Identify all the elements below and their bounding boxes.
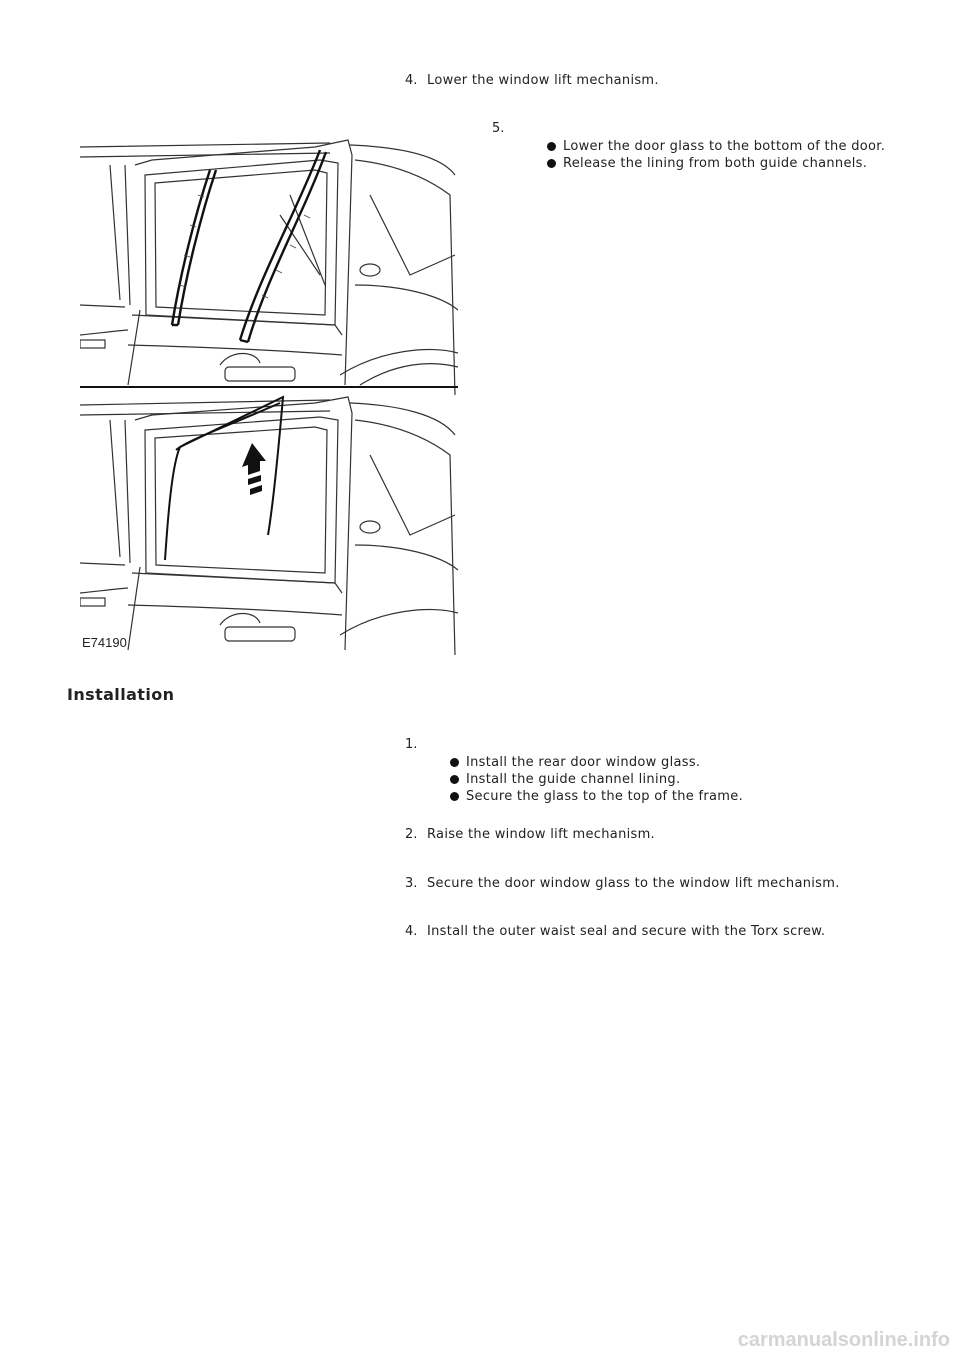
step-text: Lower the window lift mechanism. <box>427 73 659 88</box>
bullet-item: Release the lining from both guide channels. <box>547 155 885 172</box>
bullet-icon <box>450 758 459 767</box>
bullet-list <box>450 754 743 805</box>
step-number: 1. <box>405 737 418 752</box>
bullet-icon <box>547 159 556 168</box>
bullet-item: Secure the glass to the top of the frame. <box>450 788 743 805</box>
door-glass-illustration <box>80 135 458 655</box>
bullet-list <box>547 138 885 172</box>
figure-code: E74190 <box>82 635 127 650</box>
bullet-icon <box>547 142 556 151</box>
bullet-item: Install the guide channel lining. <box>450 771 743 788</box>
bullet-item: Install the rear door window glass. <box>450 754 743 771</box>
step-number: 2. <box>405 827 418 842</box>
step-text: Raise the window lift mechanism. <box>427 827 655 842</box>
step-text: Secure the door window glass to the window lift mechanism. <box>427 876 840 891</box>
step-number: 5. <box>492 121 505 136</box>
watermark: carmanualsonline.info <box>737 1329 950 1351</box>
step-number: 4. <box>405 924 418 939</box>
step-number: 3. <box>405 876 418 891</box>
section-heading: Installation <box>67 685 175 704</box>
step-number: 4. <box>405 73 418 88</box>
step-text: Install the outer waist seal and secure with the Torx screw. <box>427 924 826 939</box>
bullet-item: Lower the door glass to the bottom of the door. <box>547 138 885 155</box>
bullet-icon <box>450 792 459 801</box>
bullet-icon <box>450 775 459 784</box>
